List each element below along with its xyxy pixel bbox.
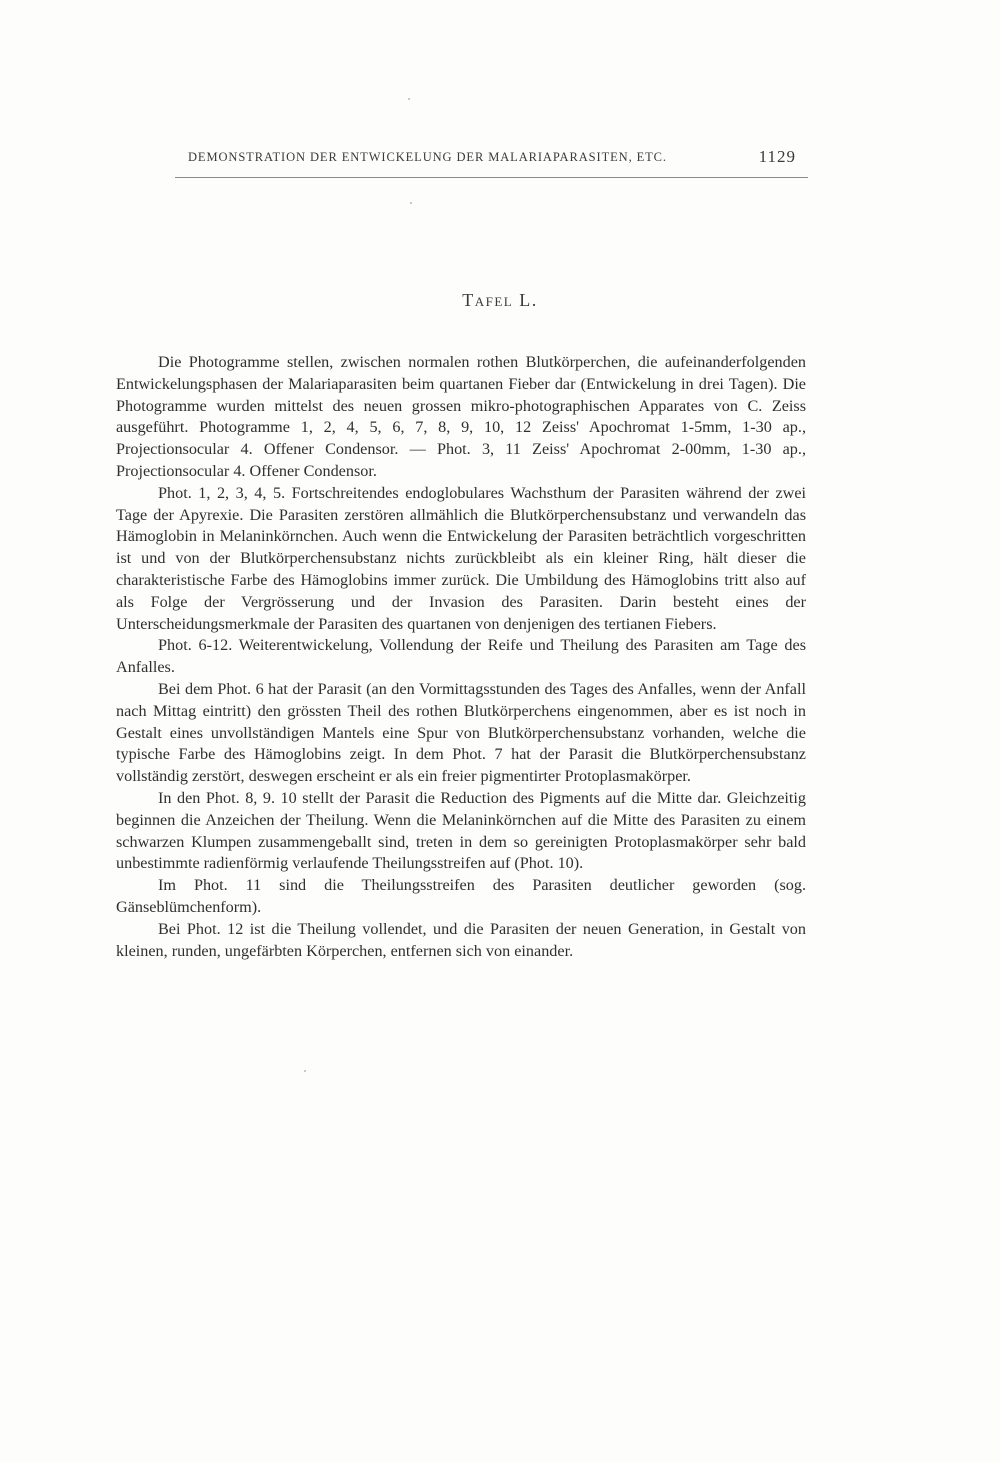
paper-speck	[304, 1070, 306, 1072]
running-title: DEMONSTRATION DER ENTWICKELUNG DER MALARIAPARASITEN, ETC.	[188, 150, 667, 164]
paragraph-phot-11: Im Phot. 11 sind die Theilungsstreifen des Parasiten deutlicher geworden (sog. Gänseblümchenform).	[116, 876, 806, 916]
running-head	[175, 147, 808, 178]
paper-speck	[410, 202, 412, 204]
paragraph-phot-6-12: Phot. 6-12. Weiterentwickelung, Vollendung der Reife und Theilung des Parasiten am Tage des Anfalles.	[116, 636, 806, 677]
paper-speck	[408, 98, 410, 100]
paragraph-phot-1-5: Phot. 1, 2, 3, 4, 5. Fortschreitendes endoglobulares Wachsthum der Parasiten während der zwei Tage der Apyrexie. Die Parasiten zerstören allmählich die Blutkörperchensubstanz und verwandeln das Hämoglobin in Melaninkörnchen. Auch wenn die Entwickelung der Parasiten beträchtlich vorgeschritten ist und von der Blutkörperchensubstanz nichts zurückbleibt als ein kleiner Ring, hält dieser die charakteristische Farbe des Hämoglobins immer zurück. Die Umbildung des Hämoglobins tritt also auf als Folge der Vergrösserung und der Invasion des Parasiten. Darin besteht eines der Unterscheidungsmerkmale der Parasiten des quartanen von denjenigen des tertianen Fiebers.	[116, 483, 806, 633]
paragraph-phot-8-10: In den Phot. 8, 9. 10 stellt der Parasit die Reduction des Pigments auf die Mitte dar. Gleichzeitig beginnen die Anzeichen der Theilung. Wenn die Melaninkörnchen auf die Mitte des Parasiten zu einem schwarzen Klumpen zusammengeballt sind, treten in dem so gereinigten Protoplasmakörper sehr bald unbestimmte radienförmig verlaufende Theilungsstreifen auf (Phot. 10).	[116, 788, 806, 873]
paragraph-phot-6-7: Bei dem Phot. 6 hat der Parasit (an den Vormittagsstunden des Tages des Anfalles, wenn der Anfall nach Mittag eintritt) den grössten Theil des rothen Blutkörperchens eingenommen, aber es ist noch in Gestalt eines unvollständigen Mantels eine Spur von Blutkörperchensubstanz vorhanden, welche die typische Farbe des Hämoglobins zeigt. In dem Phot. 7 hat der Parasit die Blutkörperchensubstanz vollständig zerstört, deswegen erscheint er als ein freier pigmentirter Protoplasmakörper.	[116, 679, 806, 786]
body-text	[116, 352, 806, 962]
plate-heading: Tafel L.	[462, 290, 538, 310]
paragraph-phot-12: Bei Phot. 12 ist die Theilung vollendet, und die Parasiten der neuen Generation, in Gestalt von kleinen, runden, ungefärbten Körperchen, entfernen sich von einander.	[116, 919, 806, 960]
paragraph-description: Die Photogramme stellen, zwischen normalen rothen Blutkörperchen, die aufeinanderfolgenden Entwickelungsphasen der Malariaparasiten beim quartanen Fieber dar (Entwickelung in drei Tagen). Die Photogramme wurden mittelst des neuen grossen mikro-photographischen Apparates von C. Zeiss ausgeführt. Photogramme 1, 2, 4, 5, 6, 7, 8, 9, 10, 12 Zeiss' Apochromat 1-5mm, 1-30 ap., Projectionsocular 4. Offener Condensor. — Phot. 3, 11 Zeiss' Apochromat 2-00mm, 1-30 ap., Projectionsocular 4. Offener Condensor.	[116, 353, 806, 480]
page-number: 1129	[758, 147, 796, 166]
